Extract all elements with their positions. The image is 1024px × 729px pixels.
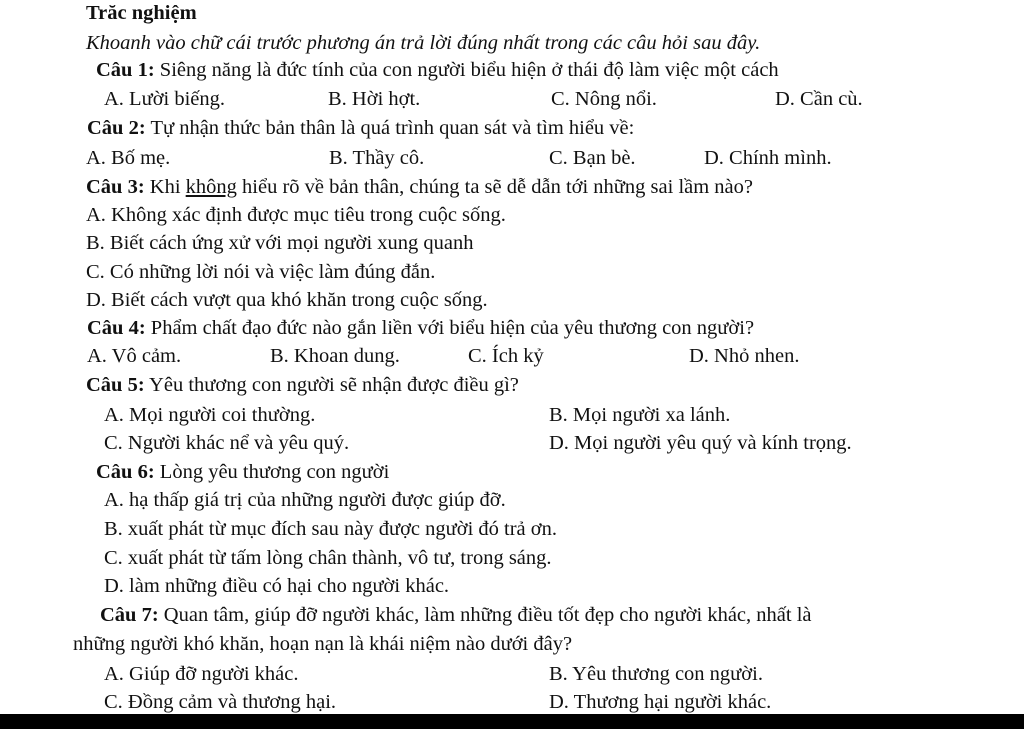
option-c: C. Đồng cảm và thương hại. [104,691,337,713]
option-b: B. Mọi người xa lánh. [549,404,731,426]
option-d: D. Nhỏ nhen. [689,345,800,367]
option-a: A. Vô cảm. [87,345,182,367]
option-d: D. Thương hại người khác. [549,691,772,713]
question-4: Câu 4: Phẩm chất đạo đức nào gắn liền với biểu hiện của yêu thương con người? [87,317,755,339]
question-3-option-d: D. Biết cách vượt qua khó khăn trong cuộc sống. [86,289,488,311]
option-d: D. Mọi người yêu quý và kính trọng. [549,432,852,454]
option-b: B. Hời hợt. [328,88,421,110]
option-c: C. Người khác nể và yêu quý. [104,432,350,454]
option-c: C. Ích kỷ [468,345,544,367]
question-1: Câu 1: Siêng năng là đức tính của con người biểu hiện ở thái độ làm việc một cách [96,59,779,81]
question-6: Câu 6: Lòng yêu thương con người [96,461,390,483]
question-6-option-d: D. làm những điều có hại cho người khác. [104,575,450,597]
question-3-option-b: B. Biết cách ứng xử với mọi người xung quanh [86,232,474,254]
option-d: D. Cần cù. [775,88,863,110]
question-7-line2: những người khó khăn, hoạn nạn là khái niệm nào dưới đây? [73,633,573,655]
question-6-option-b: B. xuất phát từ mục đích sau này được người đó trả ơn. [104,518,557,540]
question-3: Câu 3: Khi không hiểu rõ về bản thân, chúng ta sẽ dễ dẫn tới những sai lầm nào? [86,176,754,198]
question-6-option-c: C. xuất phát từ tấm lòng chân thành, vô tư, trong sáng. [104,547,552,569]
title: Trăc nghiệm [86,2,197,24]
option-a: A. Bố mẹ. [86,147,171,169]
bottom-black-bar [0,714,1024,729]
question-5: Câu 5: Yêu thương con người sẽ nhận được điều gì? [86,374,519,396]
option-b: B. Yêu thương con người. [549,663,763,685]
option-a: A. Giúp đỡ người khác. [104,663,299,685]
instruction: Khoanh vào chữ cái trước phương án trả lời đúng nhất trong các câu hỏi sau đây. [86,32,761,54]
question-7: Câu 7: Quan tâm, giúp đỡ người khác, làm những điều tốt đẹp cho người khác, nhất là [100,604,812,626]
question-6-option-a: A. hạ thấp giá trị của những người được giúp đỡ. [104,489,506,511]
option-c: C. Bạn bè. [549,147,636,169]
option-a: A. Lười biếng. [104,88,226,110]
option-b: B. Thầy cô. [329,147,425,169]
option-c: C. Nông nổi. [551,88,657,110]
option-b: B. Khoan dung. [270,345,400,367]
question-3-option-a: A. Không xác định được mục tiêu trong cuộc sống. [86,204,506,226]
question-2: Câu 2: Tự nhận thức bản thân là quá trình quan sát và tìm hiểu về: [87,117,635,139]
option-d: D. Chính mình. [704,147,832,169]
option-a: A. Mọi người coi thường. [104,404,316,426]
question-3-option-c: C. Có những lời nói và việc làm đúng đắn. [86,261,436,283]
